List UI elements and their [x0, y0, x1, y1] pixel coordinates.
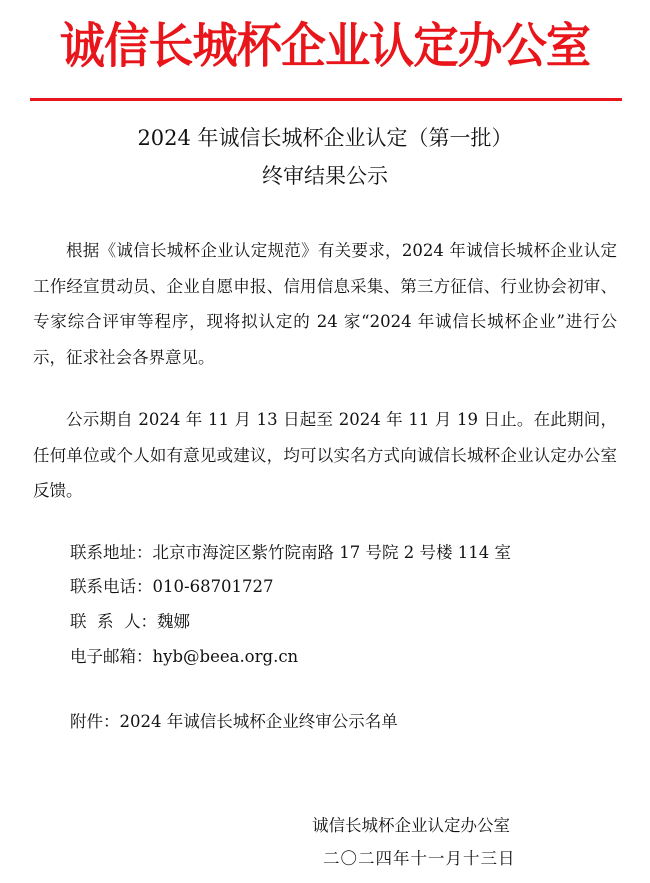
body-paragraph-1: 根据《诚信长城杯企业认定规范》有关要求，2024 年诚信长城杯企业认定工作经宣贯动员、企业自愿申报、信用信息采集、第三方征信、行业协会初审、专家综合评审等程序，现将拟认定的 24 家“2024 年诚信长城杯企业”进行公示，征求社会各界意见。 — [33, 241, 617, 367]
contact-address: 联系地址：北京市海淀区紫竹院南路 17 号院 2 号楼 114 室 — [70, 543, 511, 562]
letterhead-divider — [30, 98, 622, 101]
document-title-line1: 2024 年诚信长城杯企业认定（第一批） — [137, 126, 513, 150]
document-title-line2: 终审结果公示 — [262, 164, 388, 188]
contact-email: 电子邮箱：hyb@beea.org.cn — [70, 647, 299, 666]
body-paragraph-2: 公示期自 2024 年 11 月 13 日起至 2024 年 11 月 19 日止。在此期间，任何单位或个人如有意见或建议，均可以实名方式向诚信长城杯企业认定办公室反馈。 — [33, 410, 617, 500]
signature-org: 诚信长城杯企业认定办公室 — [312, 816, 510, 835]
attachment-note: 附件：2024 年诚信长城杯企业终审公示名单 — [70, 712, 398, 731]
signature-date: 二〇二四年十一月十三日 — [323, 849, 516, 868]
letterhead-org-name: 诚信长城杯企业认定办公室 — [59, 18, 591, 74]
contact-phone: 联系电话：010-68701727 — [70, 577, 274, 596]
contact-person: 联 系 人：魏娜 — [70, 612, 190, 631]
